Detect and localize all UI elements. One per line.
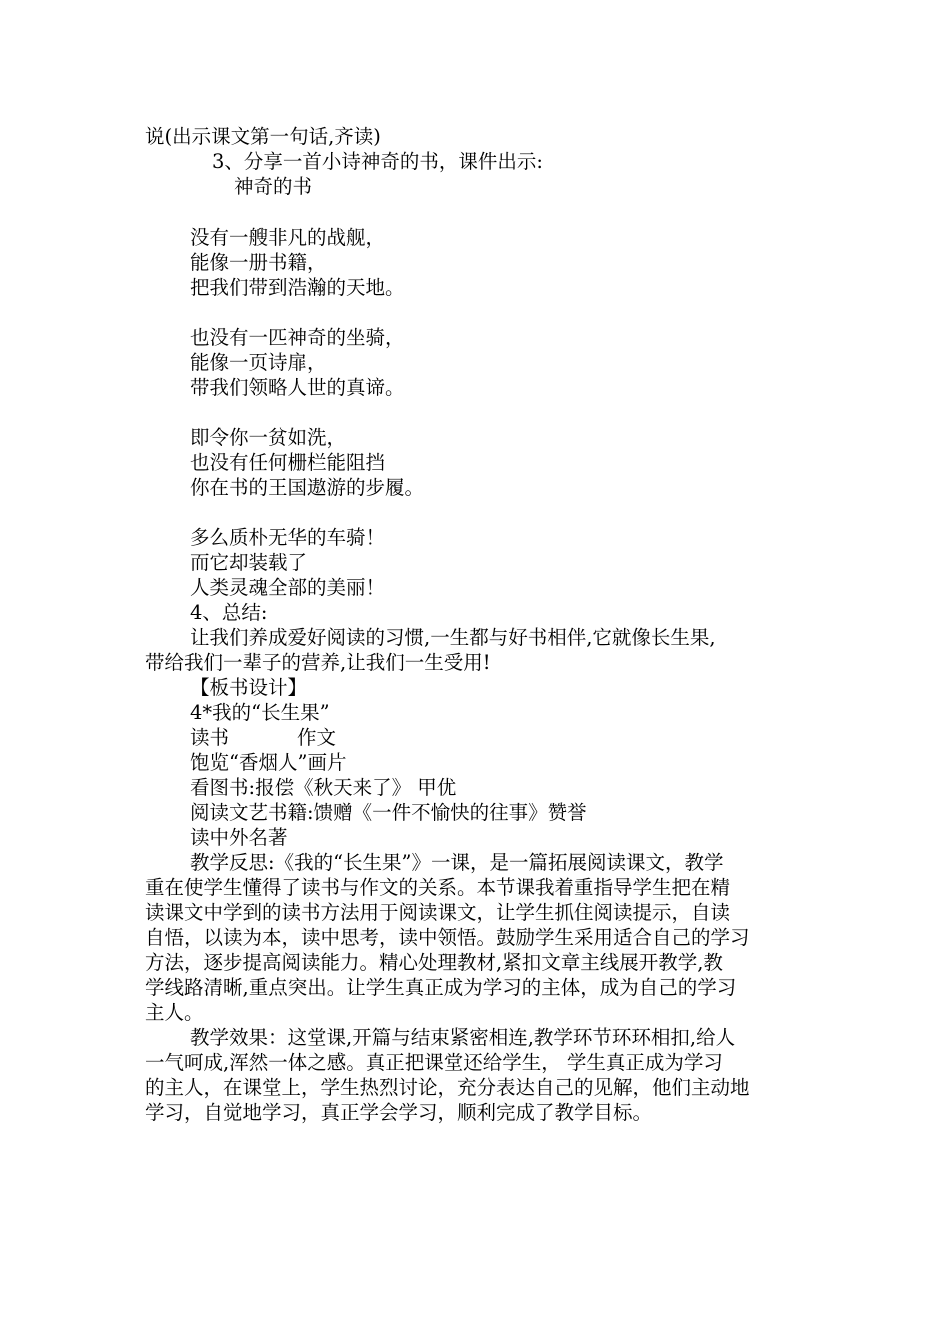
section-heading: 4、总结: — [190, 601, 268, 624]
reflection-line: 重在使学生懂得了读书与作文的关系。本节课我着重指导学生把在精 — [145, 876, 731, 899]
poem-line: 能像一页诗扉， — [190, 351, 327, 374]
reflection-line: 主人。 — [145, 1001, 204, 1024]
effect-line: 一气呵成,浑然一体之感。真正把课堂还给学生， 学生真正成为学习 — [145, 1051, 723, 1074]
poem-line: 没有一艘非凡的战舰， — [190, 226, 386, 249]
poem-line: 多么质朴无华的车骑！ — [190, 526, 386, 549]
poem-line: 也没有一匹神奇的坐骑， — [190, 326, 405, 349]
reflection-line: 学线路清晰,重点突出。让学生真正成为学习的主体，成为自己的学习 — [145, 976, 737, 999]
effect-line: 教学效果：这堂课,开篇与结束紧密相连,教学环节环环相扣,给人 — [190, 1026, 736, 1049]
poem-line: 人类灵魂全部的美丽！ — [190, 576, 386, 599]
text-line: 3、分享一首小诗神奇的书，课件出示: — [212, 150, 543, 173]
reflection-line: 读课文中学到的读书方法用于阅读课文，让学生抓住阅读提示，自读 — [145, 901, 731, 924]
poem-line: 带我们领略人世的真谛。 — [190, 376, 405, 399]
section-heading: 【板书设计】 — [190, 676, 308, 699]
effect-line: 的主人，在课堂上，学生热烈讨论，充分表达自己的见解，他们主动地 — [145, 1076, 750, 1099]
board-row — [190, 725, 336, 750]
text-line: 带给我们一辈子的营养,让我们一生受用! — [145, 651, 491, 674]
board-right: 作文 — [297, 726, 337, 749]
board-line: 阅读文艺书籍:馈赠《一件不愉快的往事》赞誉 — [190, 801, 587, 824]
board-left: 读书 — [190, 726, 230, 749]
board-line: 饱览“香烟人”画片 — [190, 751, 347, 774]
poem-line: 也没有任何栅栏能阻挡 — [190, 451, 386, 474]
board-line: 读中外名著 — [190, 826, 288, 849]
reflection-line: 方法，逐步提高阅读能力。精心处理教材,紧扣文章主线展开教学,教 — [145, 951, 723, 974]
reflection-line: 自悟，以读为本，读中思考，读中领悟。鼓励学生采用适合自己的学习 — [145, 926, 750, 949]
board-line: 看图书:报偿《秋天来了》 甲优 — [190, 776, 457, 799]
poem-line: 把我们带到浩瀚的天地。 — [190, 276, 405, 299]
text-line: 让我们养成爱好阅读的习惯,一生都与好书相伴,它就像长生果, — [190, 626, 716, 649]
poem-title: 神奇的书 — [234, 175, 313, 198]
reflection-line: 教学反思:《我的“长生果”》一课，是一篇拓展阅读课文，教学 — [190, 851, 724, 874]
poem-line: 而它却装载了 — [190, 551, 308, 574]
text-line: 说(出示课文第一句话,齐读) — [145, 125, 381, 148]
poem-line: 能像一册书籍， — [190, 251, 327, 274]
poem-line: 你在书的王国遨游的步履。 — [190, 476, 425, 499]
board-title: 4*我的“长生果” — [190, 701, 330, 724]
effect-line: 学习，自觉地学习，真正学会学习，顺利完成了教学目标。 — [145, 1101, 653, 1124]
poem-line: 即令你一贫如洗， — [190, 426, 347, 449]
